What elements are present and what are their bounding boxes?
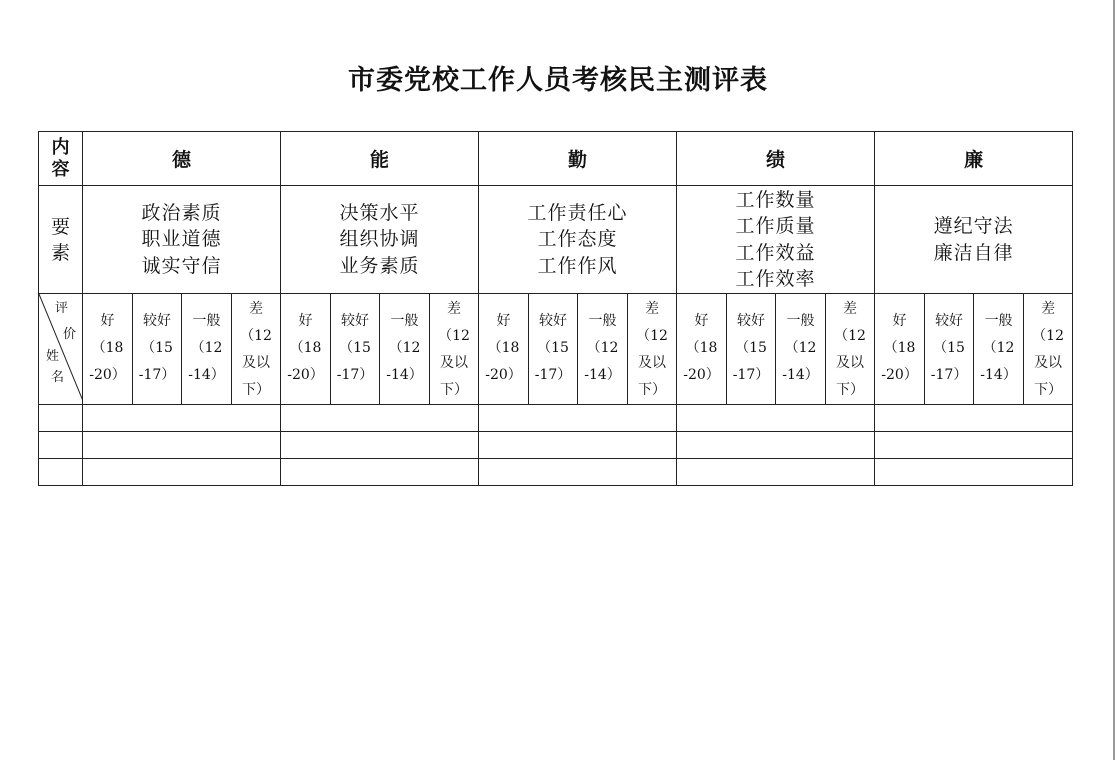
element-item: 工作数量 bbox=[735, 188, 816, 211]
grade-line: -20） bbox=[89, 367, 126, 383]
category-elements bbox=[83, 186, 281, 294]
grade-line: -20） bbox=[287, 367, 324, 383]
content-label bbox=[39, 132, 83, 186]
grade-line: （12 bbox=[438, 328, 470, 344]
grade-cell bbox=[479, 294, 529, 405]
grade-line: 下） bbox=[242, 382, 270, 398]
element-item: 工作态度 bbox=[537, 228, 618, 251]
score-input-cell[interactable] bbox=[281, 459, 479, 486]
element-label-char: 要 bbox=[50, 215, 70, 238]
grade-line: 下） bbox=[836, 382, 865, 398]
grade-line: （12 bbox=[834, 328, 866, 344]
blank-row bbox=[39, 432, 1073, 459]
grade-line: （12 bbox=[240, 328, 272, 344]
category-elements bbox=[281, 186, 479, 294]
diagonal-header bbox=[39, 294, 83, 405]
grade-line: 较好 bbox=[539, 313, 568, 329]
grade-line: 一般 bbox=[192, 313, 221, 329]
grade-line: -17） bbox=[534, 367, 572, 383]
grade-line: （15 bbox=[141, 340, 173, 356]
grade-line: 及以 bbox=[836, 355, 865, 371]
name-input-cell[interactable] bbox=[39, 432, 83, 459]
score-input-cell[interactable] bbox=[479, 459, 677, 486]
content-label-char: 容 bbox=[51, 158, 70, 180]
element-item: 政治素质 bbox=[141, 201, 222, 224]
grade-cell bbox=[529, 294, 578, 405]
score-input-cell[interactable] bbox=[479, 432, 677, 459]
score-input-cell[interactable] bbox=[677, 405, 875, 432]
element-item: 决策水平 bbox=[339, 201, 420, 224]
diag-top-char: 价 bbox=[63, 327, 77, 342]
score-input-cell[interactable] bbox=[281, 405, 479, 432]
category-elements bbox=[875, 186, 1073, 294]
grade-line: -14） bbox=[782, 367, 819, 383]
grade-line: -20） bbox=[881, 367, 918, 383]
score-input-cell[interactable] bbox=[875, 459, 1073, 486]
category-header: 廉 bbox=[875, 132, 1073, 186]
grade-line: 较好 bbox=[143, 313, 171, 329]
element-item: 诚实守信 bbox=[141, 254, 222, 277]
category-row bbox=[39, 132, 1073, 186]
grade-cell bbox=[1024, 294, 1073, 405]
grades-row bbox=[39, 294, 1073, 405]
grade-line: -17） bbox=[336, 367, 374, 383]
grade-line: （12 bbox=[1032, 328, 1064, 344]
grade-line: -20） bbox=[683, 367, 720, 383]
grade-line: 及以 bbox=[638, 355, 667, 371]
grade-line: 较好 bbox=[341, 313, 370, 329]
grade-line: -14） bbox=[584, 367, 621, 383]
grade-line: 差 bbox=[1041, 301, 1056, 317]
element-label-char: 素 bbox=[50, 241, 70, 264]
element-item: 遵纪守法 bbox=[933, 215, 1014, 237]
page-title: 市委党校工作人员考核民主测评表 bbox=[348, 65, 768, 96]
score-input-cell[interactable] bbox=[677, 459, 875, 486]
grade-cell bbox=[133, 294, 182, 405]
grade-line: 下） bbox=[638, 382, 667, 398]
grade-cell bbox=[875, 294, 925, 405]
element-item: 职业道德 bbox=[141, 228, 222, 251]
grade-line: 及以 bbox=[242, 355, 270, 371]
score-input-cell[interactable] bbox=[83, 405, 281, 432]
grade-line: （12 bbox=[636, 328, 668, 344]
grade-cell bbox=[83, 294, 133, 405]
grade-cell bbox=[380, 294, 430, 405]
diag-bottom-char: 姓 bbox=[46, 349, 60, 364]
diag-bottom-char: 名 bbox=[51, 370, 65, 385]
page-edge bbox=[1113, 0, 1115, 760]
grade-line: 好 bbox=[100, 313, 115, 329]
grade-cell bbox=[974, 294, 1024, 405]
grade-line: （15 bbox=[735, 340, 767, 356]
grade-cell bbox=[232, 294, 281, 405]
grade-line: （15 bbox=[933, 340, 965, 356]
grade-line: 下） bbox=[1034, 382, 1063, 398]
score-input-cell[interactable] bbox=[281, 432, 479, 459]
grade-line: 差 bbox=[447, 301, 462, 317]
element-item: 工作效率 bbox=[735, 268, 816, 290]
score-input-cell[interactable] bbox=[479, 405, 677, 432]
element-item: 工作责任心 bbox=[527, 201, 628, 224]
blank-row bbox=[39, 405, 1073, 432]
grade-line: 及以 bbox=[1034, 355, 1063, 371]
category-header: 德 bbox=[83, 132, 281, 186]
grade-line: （12 bbox=[982, 340, 1015, 356]
element-item: 工作质量 bbox=[735, 215, 816, 237]
element-item: 廉洁自律 bbox=[933, 241, 1014, 264]
grade-line: 一般 bbox=[786, 313, 815, 329]
name-input-cell[interactable] bbox=[39, 405, 83, 432]
diag-top-char: 评 bbox=[55, 301, 69, 316]
grade-line: （12 bbox=[784, 340, 817, 356]
category-header: 绩 bbox=[677, 132, 875, 186]
element-label bbox=[39, 186, 83, 294]
element-item: 工作作风 bbox=[537, 254, 618, 277]
grade-line: 好 bbox=[694, 313, 709, 329]
grade-line: 下） bbox=[440, 382, 469, 398]
grade-line: 差 bbox=[843, 301, 858, 317]
grade-line: （12 bbox=[388, 340, 421, 356]
grade-cell bbox=[826, 294, 875, 405]
grade-line: 差 bbox=[249, 301, 263, 317]
grade-cell bbox=[677, 294, 727, 405]
grade-cell bbox=[925, 294, 974, 405]
blank-row bbox=[39, 459, 1073, 486]
name-input-cell[interactable] bbox=[39, 459, 83, 486]
grade-line: （18 bbox=[685, 340, 718, 356]
element-item: 组织协调 bbox=[339, 228, 420, 251]
grade-line: -20） bbox=[485, 367, 522, 383]
category-elements bbox=[479, 186, 677, 294]
grade-line: -14） bbox=[386, 367, 423, 383]
grade-line: 一般 bbox=[984, 313, 1013, 329]
elements-row bbox=[39, 186, 1073, 294]
score-input-cell[interactable] bbox=[875, 405, 1073, 432]
element-item: 业务素质 bbox=[339, 254, 420, 277]
grade-line: （18 bbox=[883, 340, 916, 356]
grade-cell bbox=[727, 294, 776, 405]
category-header: 勤 bbox=[479, 132, 677, 186]
grade-line: -17） bbox=[732, 367, 770, 383]
grade-line: -17） bbox=[138, 367, 176, 383]
grade-line: -14） bbox=[188, 367, 225, 383]
score-input-cell[interactable] bbox=[83, 459, 281, 486]
score-input-cell[interactable] bbox=[83, 432, 281, 459]
grade-line: 及以 bbox=[440, 355, 469, 371]
grade-cell bbox=[430, 294, 479, 405]
grade-line: 好 bbox=[298, 313, 313, 329]
grade-line: （15 bbox=[339, 340, 371, 356]
grade-cell bbox=[628, 294, 677, 405]
evaluation-table bbox=[38, 131, 1073, 486]
grade-cell bbox=[776, 294, 826, 405]
grade-line: 差 bbox=[645, 301, 660, 317]
content-label-char: 内 bbox=[51, 136, 70, 158]
score-input-cell[interactable] bbox=[875, 432, 1073, 459]
grade-line: 一般 bbox=[588, 313, 617, 329]
category-header: 能 bbox=[281, 132, 479, 186]
grade-line: -17） bbox=[930, 367, 968, 383]
grade-line: （18 bbox=[91, 340, 124, 356]
grade-line: 较好 bbox=[935, 313, 964, 329]
grade-line: （18 bbox=[487, 340, 520, 356]
category-elements bbox=[677, 186, 875, 294]
grade-cell bbox=[182, 294, 232, 405]
grade-cell bbox=[331, 294, 380, 405]
grade-line: 好 bbox=[496, 313, 511, 329]
grade-line: （12 bbox=[190, 340, 223, 356]
grade-line: （18 bbox=[289, 340, 322, 356]
grade-line: （12 bbox=[586, 340, 619, 356]
grade-line: 较好 bbox=[737, 313, 766, 329]
grade-line: 好 bbox=[892, 313, 907, 329]
element-item: 工作效益 bbox=[735, 241, 816, 264]
grade-line: -14） bbox=[980, 367, 1017, 383]
grade-line: 一般 bbox=[390, 313, 419, 329]
grade-line: （15 bbox=[537, 340, 569, 356]
grade-cell bbox=[578, 294, 628, 405]
score-input-cell[interactable] bbox=[677, 432, 875, 459]
grade-cell bbox=[281, 294, 331, 405]
